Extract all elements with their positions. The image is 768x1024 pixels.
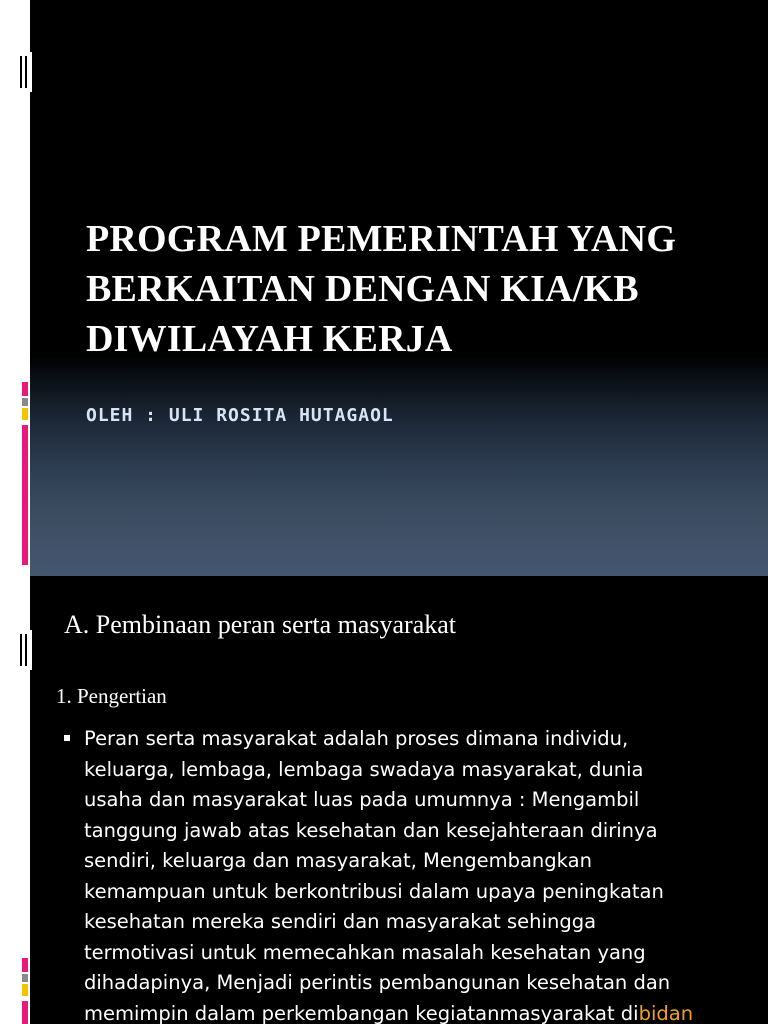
section-heading: A. Pembinaan peran serta masyarakat xyxy=(64,610,457,639)
body-line: Peran serta masyarakat adalah proses dimana individu, xyxy=(84,727,629,750)
author-byline: OLEH : ULI ROSITA HUTAGAOL xyxy=(86,405,394,426)
binder-line-2 xyxy=(25,56,27,88)
content-slide xyxy=(0,576,768,1024)
body-line: tanggung jawab atas kesehatan dan kesejahteraan dirinya xyxy=(84,818,658,842)
body-line-last xyxy=(84,999,759,1024)
title-line-1: PROGRAM PEMERINTAH YANG xyxy=(86,218,677,260)
sub-heading: 1. Pengertian xyxy=(56,684,167,708)
slide-title xyxy=(86,214,746,364)
body-line: kemampuan untuk berkontribusi dalam upaya peningkatan xyxy=(84,879,664,903)
body-paragraph xyxy=(84,724,759,1024)
accent-pink-mark xyxy=(22,382,28,396)
accent-gray-mark xyxy=(22,974,28,982)
binder-line-1 xyxy=(20,56,22,88)
highlighted-word: bidan xyxy=(638,1001,694,1024)
accent-pink-bar xyxy=(22,1001,28,1024)
binder-line-2 xyxy=(25,634,27,666)
accent-pink-mark xyxy=(22,958,28,972)
body-line: usaha dan masyarakat luas pada umumnya : Mengambil xyxy=(84,788,640,811)
accent-yellow-mark xyxy=(22,408,28,420)
body-line: termotivasi untuk memecahkan masalah kesehatan yang xyxy=(84,940,646,964)
binder-line-1 xyxy=(20,634,22,666)
accent-pink-bar xyxy=(22,425,28,565)
body-line: sendiri, keluarga dan masyarakat, Mengembangkan xyxy=(84,849,592,872)
body-line: dihadapinya, Menjadi perintis pembangunan kesehatan dan xyxy=(84,971,671,994)
body-line-last-text: memimpin dalam perkembangan kegiatanmasyarakat di xyxy=(84,1001,639,1024)
title-line-2: BERKAITAN DENGAN KIA/KB xyxy=(86,268,639,310)
body-line: keluarga, lembaga, lembaga swadaya masyarakat, dunia xyxy=(84,757,644,781)
square-bullet-icon xyxy=(60,731,74,745)
body-line: kesehatan mereka sendiri dan masyarakat sehingga xyxy=(84,910,597,933)
title-line-3: DIWILAYAH KERJA xyxy=(86,318,453,360)
accent-gray-mark xyxy=(22,398,28,406)
accent-yellow-mark xyxy=(22,984,28,996)
